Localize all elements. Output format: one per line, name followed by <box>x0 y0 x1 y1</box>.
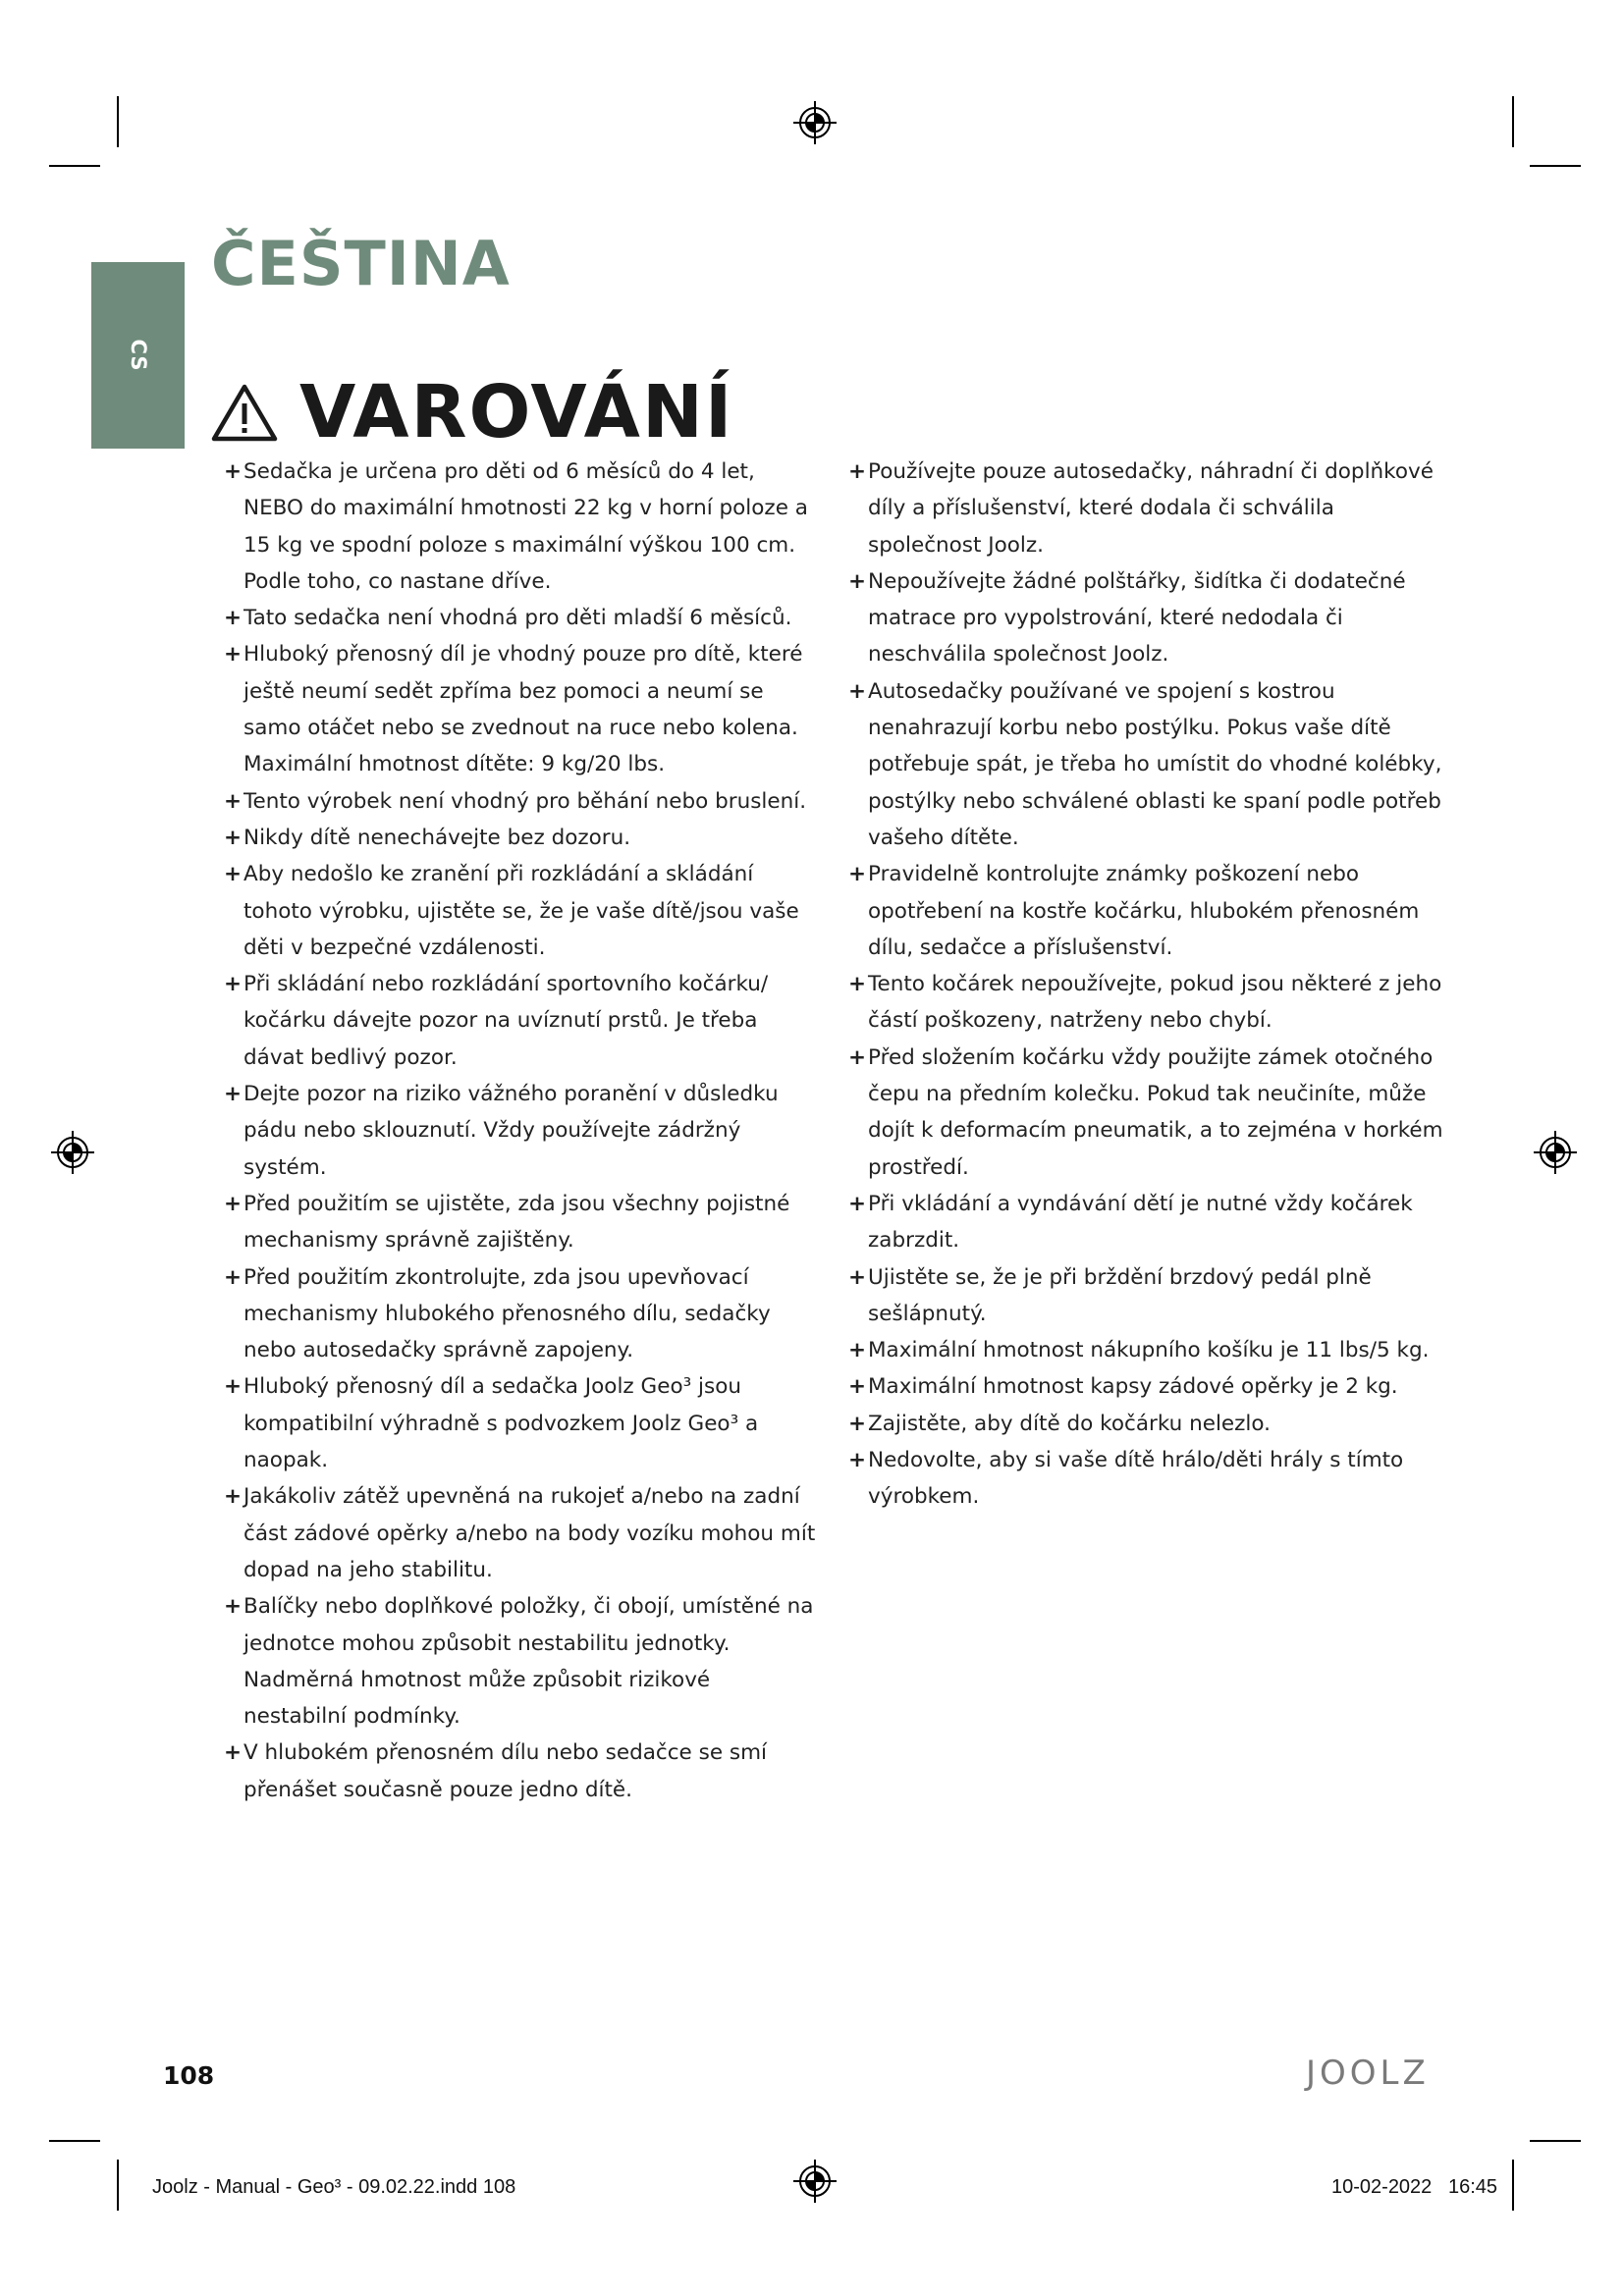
crop-mark <box>1530 2140 1581 2142</box>
page-number: 108 <box>163 2061 215 2090</box>
section-title: ČEŠTINA <box>211 228 511 299</box>
list-item: + V hlubokém přenosném dílu nebo sedačce se smí přenášet současně pouze jedno dítě. <box>230 1735 819 1808</box>
list-item: + Tato sedačka není vhodná pro děti mladší 6 měsíců. <box>230 600 819 636</box>
list-item: + Nikdy dítě nenechávejte bez dozoru. <box>230 820 819 856</box>
list-item: + Tento kočárek nepoužívejte, pokud jsou některé z jeho částí poškozeny, natrženy nebo chybí. <box>854 966 1453 1040</box>
warning-title: VAROVÁNÍ <box>299 370 734 454</box>
warning-heading <box>211 370 734 454</box>
list-item: + Pravidelně kontrolujte známky poškození nebo opotřebení na kostře kočárku, hlubokém přenosném dílu, sedačce a příslušenství. <box>854 856 1453 966</box>
list-item: + Dejte pozor na riziko vážného poranění v důsledku pádu nebo sklouznutí. Vždy používejte zádržný systém. <box>230 1076 819 1186</box>
brand-logo: JOOLZ <box>1306 2054 1430 2093</box>
crop-mark <box>49 2140 100 2142</box>
list-item: + Jakákoliv zátěž upevněná na rukojeť a/nebo na zadní část zádové opěrky a/nebo na body vozíku mohou mít dopad na jeho stabilitu. <box>230 1478 819 1588</box>
print-slug-file: Joolz - Manual - Geo³ - 09.02.22.indd 108 <box>152 2176 516 2198</box>
registration-mark-icon <box>51 1131 94 1174</box>
print-slug-datetime: 10-02-2022 16:45 <box>1331 2176 1498 2198</box>
crop-mark <box>1512 2160 1514 2211</box>
registration-mark-icon <box>793 101 837 144</box>
list-item: + Autosedačky používané ve spojení s kostrou nenahrazují korbu nebo postýlku. Pokus vaše dítě potřebuje spát, je třeba ho umístit do vhodné kolébky, postýlky nebo schválené oblasti ke spaní podle potřeb vašeho dítěte. <box>854 673 1453 856</box>
list-item: + Tento výrobek není vhodný pro běhání nebo bruslení. <box>230 783 819 820</box>
list-item: + Při skládání nebo rozkládání sportovního kočárku/ kočárku dávejte pozor na uvíznutí prstů. Je třeba dávat bedlivý pozor. <box>230 966 819 1076</box>
crop-mark <box>117 2160 119 2211</box>
list-item: + Maximální hmotnost nákupního košíku je 11 lbs/5 kg. <box>854 1332 1453 1368</box>
list-item: + Používejte pouze autosedačky, náhradní či doplňkové díly a příslušenství, které dodala či schválila společnost Joolz. <box>854 454 1453 563</box>
crop-mark <box>1530 165 1581 167</box>
list-item: + Aby nedošlo ke zranění při rozkládání a skládání tohoto výrobku, ujistěte se, že je vaše dítě/jsou vaše děti v bezpečné vzdálenosti. <box>230 856 819 966</box>
warning-list-right <box>854 454 1453 1516</box>
crop-mark <box>117 96 119 147</box>
registration-mark-icon <box>793 2160 837 2203</box>
list-item: + Hluboký přenosný díl je vhodný pouze pro dítě, které ještě neumí sedět zpříma bez pomoci a neumí se samo otáčet nebo se zvednout na ruce nebo kolena. Maximální hmotnost dítěte: 9 kg/20 lbs. <box>230 636 819 782</box>
list-item: + Před použitím zkontrolujte, zda jsou upevňovací mechanismy hlubokého přenosného dílu, sedačky nebo autosedačky správně zapojeny. <box>230 1259 819 1369</box>
list-item: + Zajistěte, aby dítě do kočárku nelezlo. <box>854 1406 1453 1442</box>
list-item: + Maximální hmotnost kapsy zádové opěrky je 2 kg. <box>854 1368 1453 1405</box>
crop-mark <box>49 165 100 167</box>
list-item: + Balíčky nebo doplňkové položky, či obojí, umístěné na jednotce mohou způsobit nestabilitu jednotky. Nadměrná hmotnost může způsobit rizikové nestabilní podmínky. <box>230 1588 819 1735</box>
list-item: + Nepoužívejte žádné polštářky, šidítka či dodatečné matrace pro vypolstrování, které nedodala či neschválila společnost Joolz. <box>854 563 1453 673</box>
crop-mark <box>1512 96 1514 147</box>
language-side-tab <box>91 262 185 449</box>
list-item: + Nedovolte, aby si vaše dítě hrálo/děti hrály s tímto výrobkem. <box>854 1442 1453 1516</box>
list-item: + Při vkládání a vyndávání dětí je nutné vždy kočárek zabrzdit. <box>854 1186 1453 1259</box>
warning-list-left <box>230 454 819 1808</box>
list-item: + Ujistěte se, že je při brždění brzdový pedál plně sešlápnutý. <box>854 1259 1453 1333</box>
warning-triangle-icon <box>211 383 278 442</box>
list-item: + Hluboký přenosný díl a sedačka Joolz Geo³ jsou kompatibilní výhradně s podvozkem Joolz Geo³ a naopak. <box>230 1368 819 1478</box>
list-item: + Před použitím se ujistěte, zda jsou všechny pojistné mechanismy správně zajištěny. <box>230 1186 819 1259</box>
list-item: + Před složením kočárku vždy použijte zámek otočného čepu na předním kolečku. Pokud tak neučiníte, může dojít k deformacím pneumatik, a to zejména v horkém prostředí. <box>854 1040 1453 1186</box>
language-code: CS <box>126 339 150 372</box>
registration-mark-icon <box>1534 1131 1577 1174</box>
list-item: + Sedačka je určena pro děti od 6 měsíců do 4 let, NEBO do maximální hmotnosti 22 kg v horní poloze a 15 kg ve spodní poloze s maximální výškou 100 cm. Podle toho, co nastane dříve. <box>230 454 819 600</box>
